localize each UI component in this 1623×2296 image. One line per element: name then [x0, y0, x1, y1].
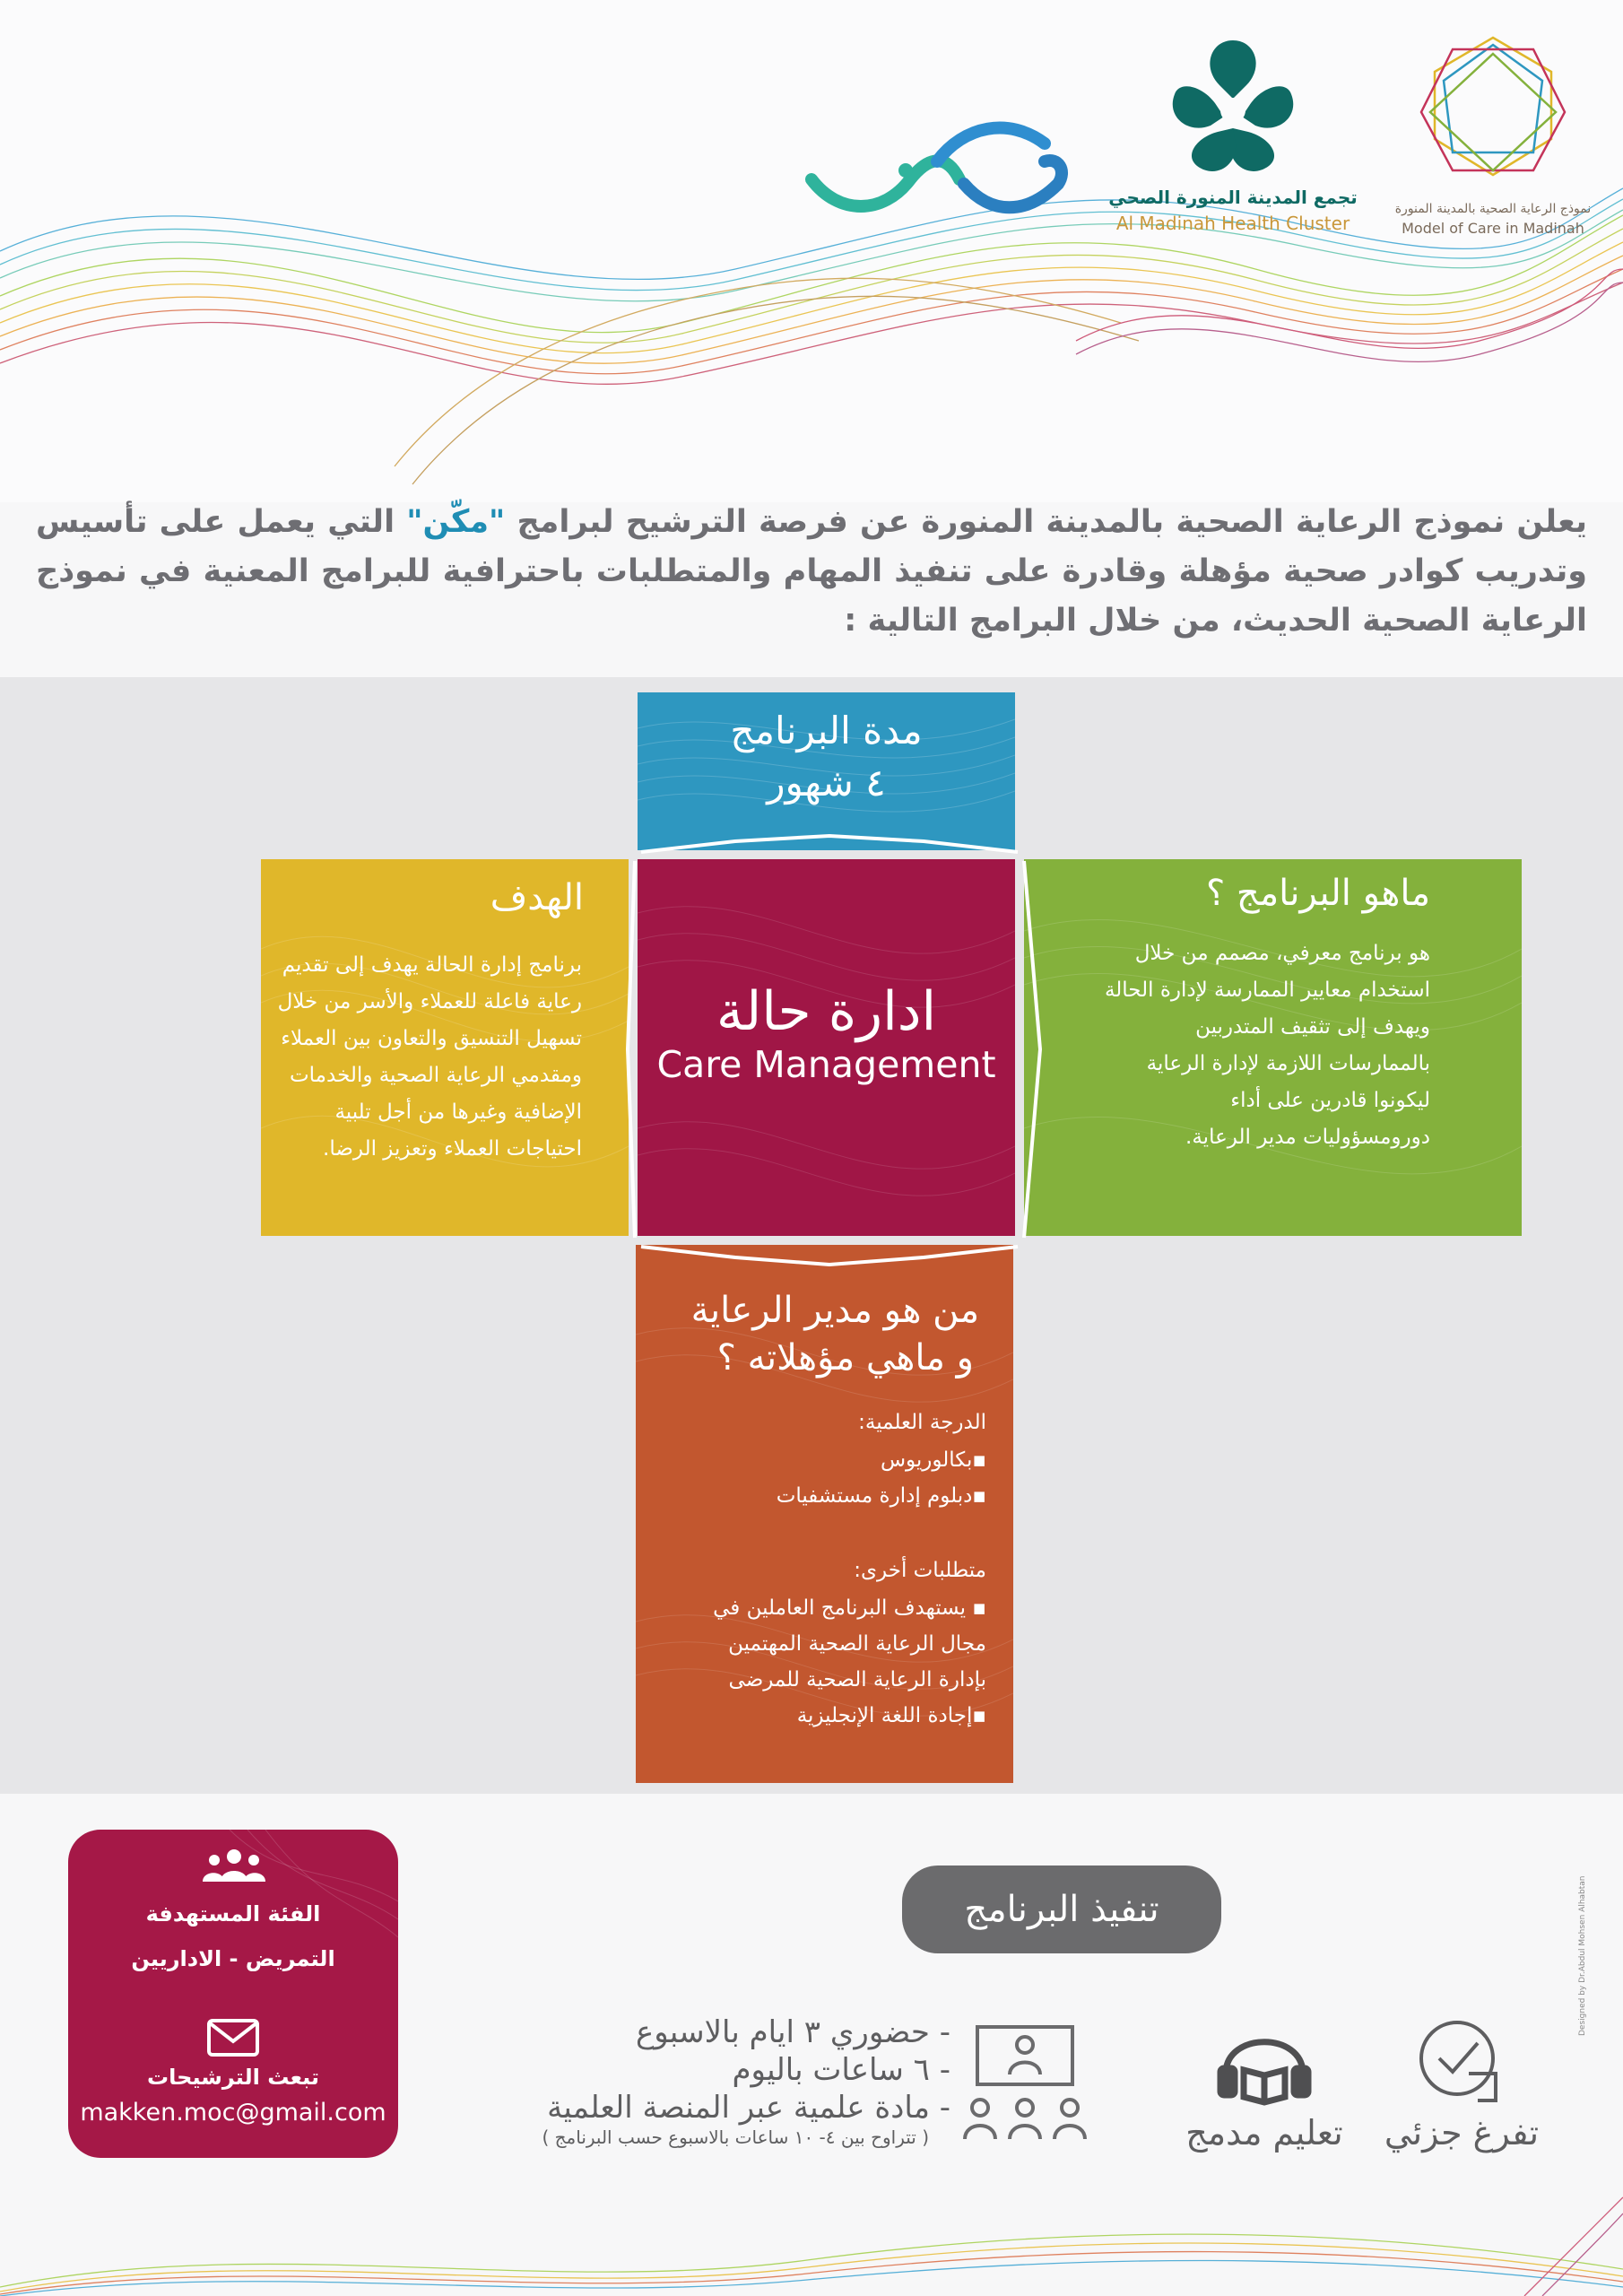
degree-item: ▪دبلوم إدارة مستشفيات [776, 1484, 986, 1508]
model-of-care-name-english: Model of Care in Madinah [1402, 220, 1584, 237]
care-manager-title-line1: من هو مدير الرعاية [690, 1290, 979, 1331]
intro-text-end: التي يعمل على تأسيس وتدريب كوادر صحية مؤهلة وقادرة على تنفيذ المهام والمتطلبات باحترافية للبرامج المعنية في نموذج الرعاية الصحية الحديث، من خلال البرامج التالية : [36, 504, 1587, 639]
headphones-book-icon [1215, 2018, 1314, 2108]
degree-item: ▪بكالوريوس [880, 1448, 986, 1472]
makken-logo [803, 108, 1072, 224]
execution-line: - حضوري ٣ ايام بالاسبوع [636, 2014, 950, 2050]
requirement-item: ▪إجادة اللغة الإنجليزية [796, 1704, 986, 1727]
mail-icon [206, 2018, 260, 2057]
what-is-program-title: ماهو البرنامج ؟ [1205, 873, 1430, 914]
what-is-program-box [1024, 859, 1522, 1236]
program-title-english: Care Management [656, 1043, 996, 1086]
classroom-icon [958, 2022, 1092, 2157]
target-audience-heading: الفئة المستهدفة [145, 1901, 321, 1926]
program-title-arabic: ادارة حالة [716, 980, 937, 1043]
cluster-name-arabic: تجمع المدينة المنورة الصحي [1108, 187, 1358, 208]
execution-line: - ٦ ساعات باليوم [732, 2052, 950, 2088]
care-manager-box [636, 1245, 1013, 1783]
intro-text-start: يعلن نموذج الرعاية الصحية بالمدينة المنورة عن فرصة الترشيح لبرامج [505, 504, 1587, 540]
duration-value: ٤ شهور [767, 761, 886, 804]
clock-check-icon [1417, 2018, 1506, 2108]
cluster-name-english: Al Madinah Health Cluster [1115, 213, 1350, 234]
target-audience-card [68, 1830, 398, 2158]
header-banner [0, 0, 1623, 502]
requirement-item: بإدارة الرعاية الصحية للمرضى [728, 1668, 986, 1692]
execution-line: - مادة علمية عبر المنصة العلمية [547, 2090, 950, 2126]
intro-paragraph [36, 498, 1587, 646]
health-cluster-logo [1157, 31, 1309, 184]
degree-heading: الدرجة العلمية: [858, 1411, 986, 1434]
nomination-email: makken.moc@gmail.com [80, 2099, 386, 2126]
goal-box [261, 859, 629, 1236]
care-manager-title-line2: و ماهي مؤهلاته ؟ [716, 1337, 974, 1378]
execution-note: ( تتراوح بين ٤- ١٠ ساعات بالاسبوع حسب البرنامج ) [542, 2126, 929, 2148]
part-time-label: تفرغ جزئي [1384, 2113, 1540, 2152]
other-requirements-heading: متطلبات أخرى: [854, 1559, 986, 1582]
send-nominations-heading: تبعث الترشيحات [147, 2065, 319, 2090]
program-name-highlight: "مكّن" [406, 504, 506, 540]
decorative-ribbon-waves [0, 0, 1623, 502]
requirement-item: مجال الرعاية الصحية المهتمين [728, 1632, 986, 1656]
designer-credit: Designed by Dr.Abdul Mohsen Alhabtan [1578, 1875, 1587, 2036]
connector-lines [619, 825, 1049, 1274]
blended-learning-label: تعليم مدمج [1185, 2113, 1343, 2152]
goal-title: الهدف [490, 877, 584, 918]
what-is-program-body: هو برنامج معرفي، مصمم من خلال استخدام معايير الممارسة لإدارة الحالة ويهدف إلى تثقيف المتدربين بالممارسات اللازمة لإدارة الرعاية ليكونوا قادرين على أداء دورومسؤوليات مدير الرعاية. [1104, 942, 1430, 1149]
people-group-icon [203, 1848, 265, 1883]
goal-body: برنامج إدارة الحالة يهدف إلى تقديم رعاية فاعلة للعملاء والأسر من خلال تسهيل التنسيق والتعاون بين العملاء ومقدمي الرعاية الصحية والخدمات الإضافية وغيرها من أجل تلبية احتياجات العملاء وتعزيز الرضا. [277, 953, 582, 1161]
program-execution-pill: تنفيذ البرنامج [902, 1866, 1221, 1953]
requirement-item: ▪ يستهدف البرنامج العاملين في [713, 1596, 986, 1620]
target-audience-value: التمريض - الاداريين [131, 1946, 335, 1971]
duration-title: مدة البرنامج [730, 709, 923, 752]
model-of-care-name-arabic: نموذج الرعاية الصحية بالمدينة المنورة [1394, 202, 1592, 216]
model-of-care-logo [1399, 27, 1587, 197]
decorative-bottom-waves [0, 2188, 1623, 2296]
